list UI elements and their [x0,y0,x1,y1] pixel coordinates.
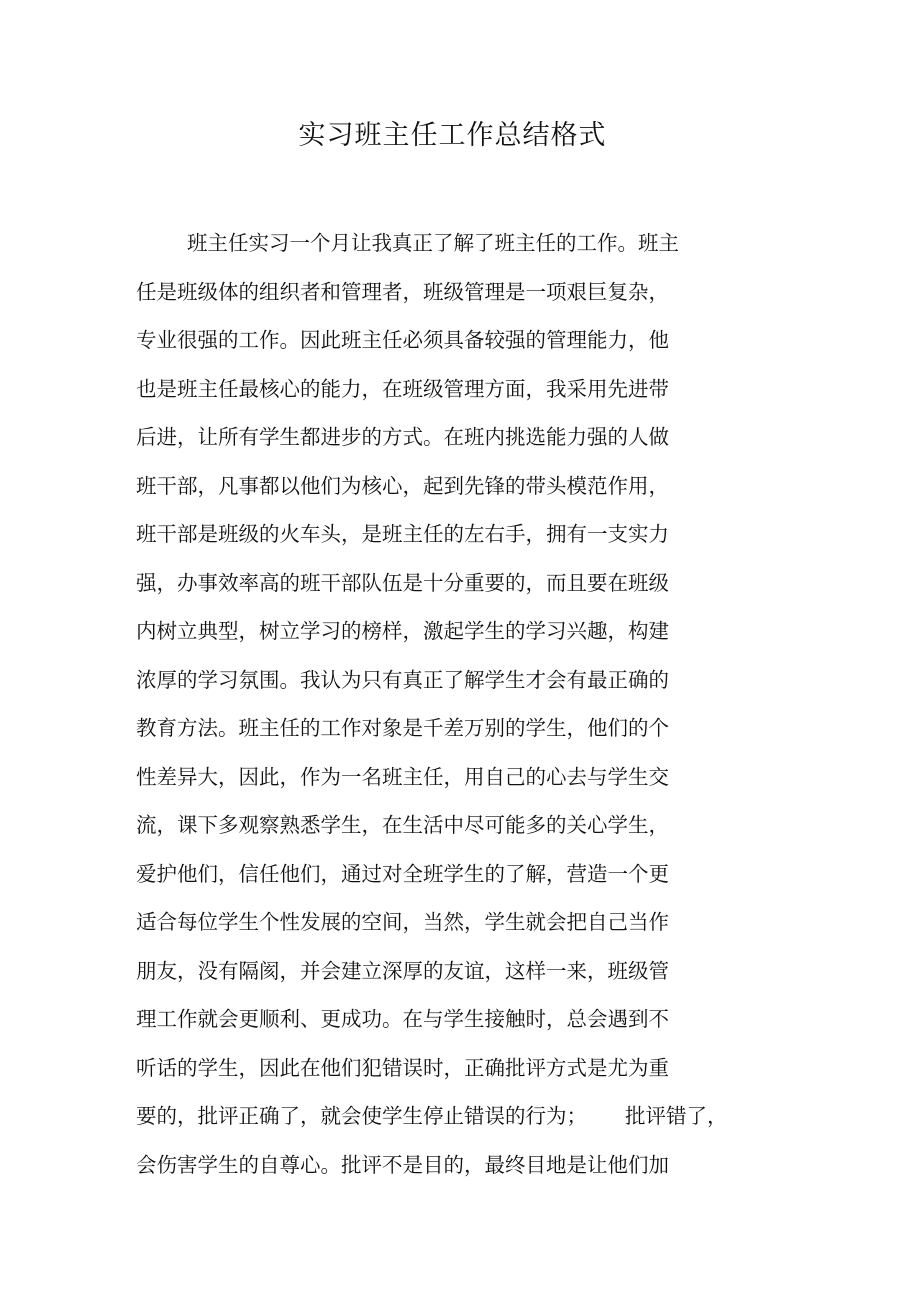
paragraph-line: 强，办事效率高的班干部队伍是十分重要的，而且要在班级 [136,570,669,595]
paragraph-line: 后进，让所有学生都进步的方式。在班内挑选能力强的人做 [136,425,669,449]
document-title: 实习班主任工作总结格式 [298,120,607,151]
paragraph-line: 流，课下多观察熟悉学生，在生活中尽可能多的关心学生， [136,813,669,837]
paragraph-line: 理工作就会更顺利、更成功。在与学生接触时，总会遇到不 [136,1007,669,1031]
paragraph-line: 浓厚的学习氛围。我认为只有真正了解学生才会有最正确的 [136,667,669,692]
paragraph-line: 爱护他们，信任他们，通过对全班学生的了解，营造一个更 [136,861,669,886]
paragraph-line: 适合每位学生个性发展的空间，当然，学生就会把自己当作 [136,910,669,934]
paragraph-line: 班干部，凡事都以他们为核心，起到先锋的带头模范作用， [136,473,669,498]
paragraph-line: 朋友，没有隔阂，并会建立深厚的友谊，这样一来，班级管 [136,958,669,983]
paragraph-line-segment: 要的，批评正确了，就会使学生停止错误的行为； [136,1104,587,1128]
paragraph-line: 听话的学生，因此在他们犯错误时，正确批评方式是尤为重 [136,1055,669,1080]
paragraph-line: 内树立典型，树立学习的榜样，激起学生的学习兴趣，构建 [136,619,669,643]
paragraph-line-segment: 批评错了， [625,1104,728,1128]
paragraph-line: 任是班级体的组织者和管理者，班级管理是一项艰巨复杂， [136,279,669,304]
paragraph-line: 班干部是班级的火车头，是班主任的左右手，拥有一支实力 [136,522,669,546]
paragraph-line: 也是班主任最核心的能力，在班级管理方面，我采用先进带 [136,376,669,401]
paragraph-line: 专业很强的工作。因此班主任必须具备较强的管理能力，他 [136,328,669,352]
paragraph-line: 教育方法。班主任的工作对象是千差万别的学生，他们的个 [136,716,669,740]
paragraph-line [136,1092,728,1140]
paragraph-line: 会伤害学生的自尊心。批评不是目的，最终目地是让他们加 [136,1152,669,1177]
paragraph-line: 性差异大，因此，作为一名班主任，用自己的心去与学生交 [136,764,669,789]
paragraph-line: 班主任实习一个月让我真正了解了班主任的工作。班主 [187,231,679,255]
